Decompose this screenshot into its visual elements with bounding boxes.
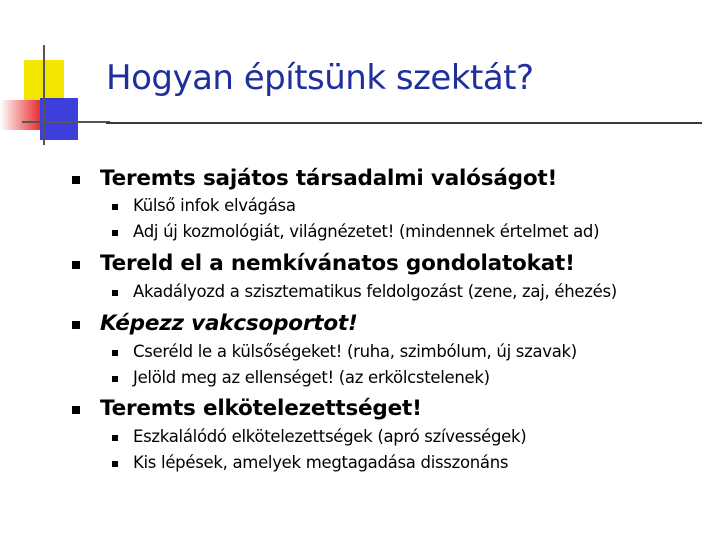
bullet-heading: Teremts elkötelezettséget! bbox=[100, 396, 422, 421]
bullet-marker bbox=[72, 406, 80, 414]
sub-bullet-text: Adj új kozmológiát, világnézetet! (mindennek értelmet ad) bbox=[133, 222, 600, 241]
sub-bullet-marker bbox=[112, 350, 118, 356]
bullet-marker bbox=[72, 321, 80, 329]
sub-bullet-marker bbox=[112, 435, 118, 441]
sub-bullet-text: Külső infok elvágása bbox=[133, 196, 296, 215]
bullet-heading: Képezz vakcsoportot! bbox=[100, 311, 358, 336]
bullet-marker bbox=[72, 176, 80, 184]
sub-bullet-text: Jelöld meg az ellenséget! (az erkölcstelenek) bbox=[133, 368, 490, 387]
sub-bullet-marker bbox=[112, 204, 118, 210]
sub-bullet-marker bbox=[112, 230, 118, 236]
sub-bullet-text: Eszkalálódó elkötelezettségek (apró szívességek) bbox=[133, 427, 527, 446]
sub-bullet-text: Akadályozd a szisztematikus feldolgozást (zene, zaj, éhezés) bbox=[133, 282, 617, 301]
sub-bullet-marker bbox=[112, 290, 118, 296]
bullet-heading: Teremts sajátos társadalmi valóságot! bbox=[100, 166, 558, 191]
sub-bullet-marker bbox=[112, 376, 118, 382]
bullet-marker bbox=[72, 261, 80, 269]
bullet-heading: Tereld el a nemkívánatos gondolatokat! bbox=[100, 251, 575, 276]
sub-bullet-marker bbox=[112, 461, 118, 467]
slide-title: Hogyan építsünk szektát? bbox=[106, 58, 534, 98]
sub-bullet-text: Kis lépések, amelyek megtagadása disszonáns bbox=[133, 453, 509, 472]
sub-bullet-text: Cseréld le a külsőségeket! (ruha, szimbólum, új szavak) bbox=[133, 342, 577, 361]
